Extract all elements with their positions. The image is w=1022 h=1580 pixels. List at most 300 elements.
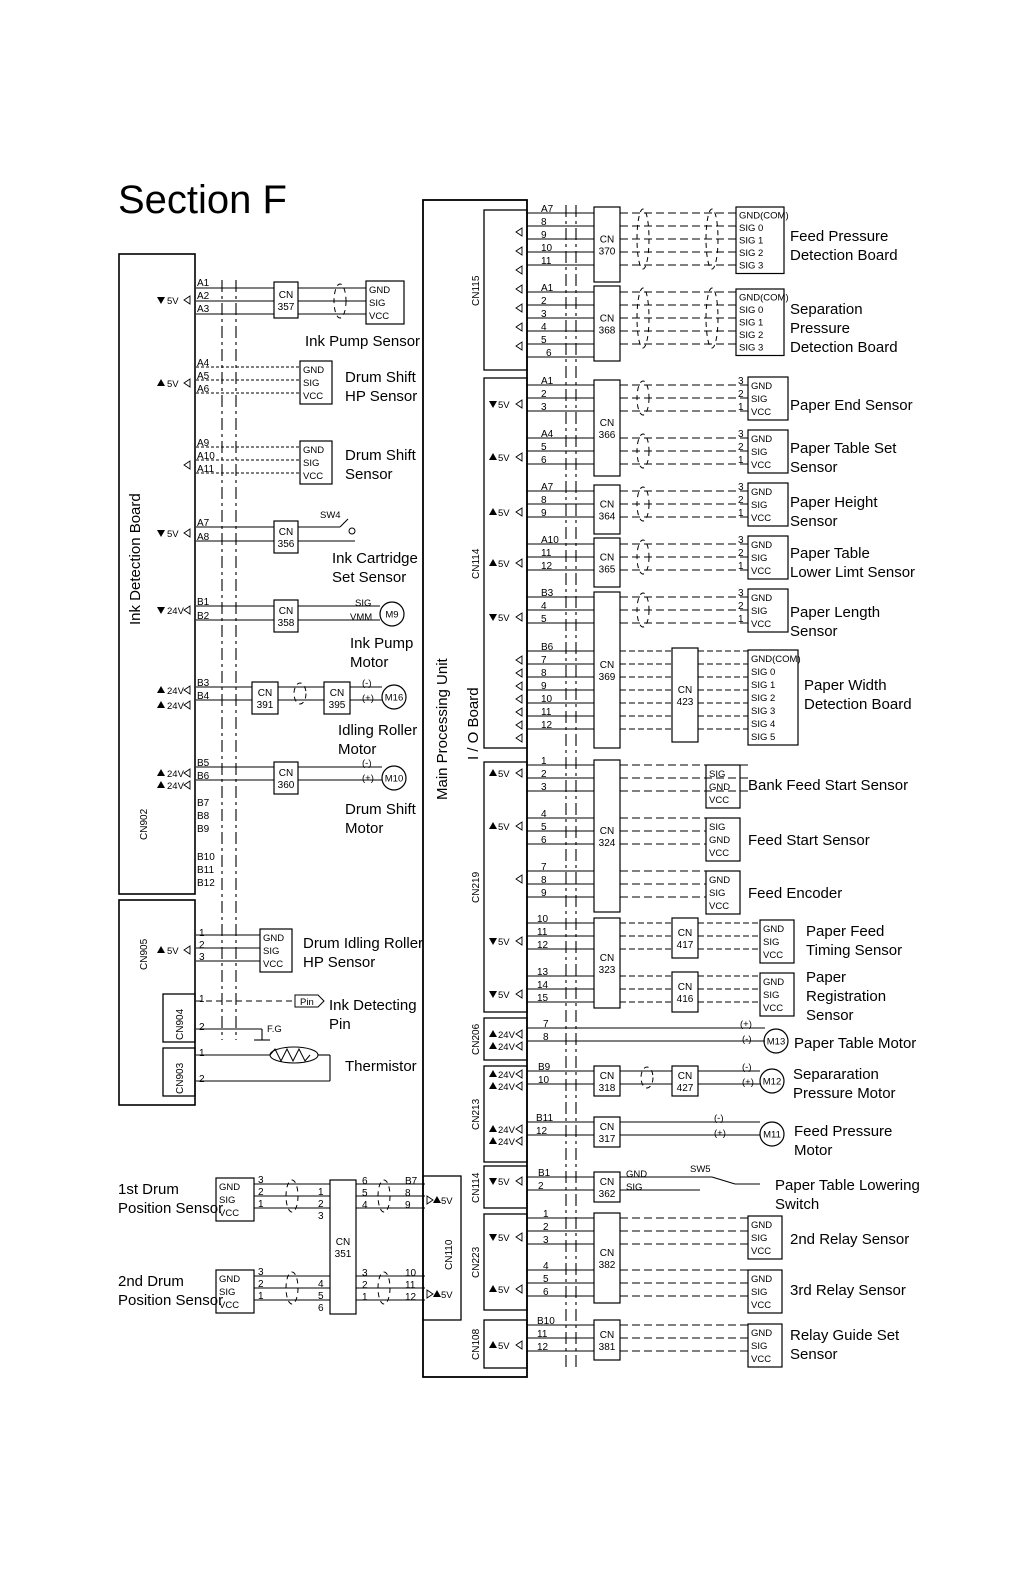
motor-label: M10 (384, 773, 404, 785)
pin-label: 8 (541, 668, 547, 679)
signal-name: VCC (763, 1003, 784, 1014)
signal-name: SIG 2 (751, 693, 776, 704)
pin-label: B6 (541, 642, 554, 653)
component-label: Motor (345, 820, 384, 837)
input-triangle-icon (516, 875, 522, 883)
io-connector-label: CN219 (471, 871, 482, 903)
thermistor-icon (270, 1049, 310, 1061)
pin-label: 12 (541, 720, 553, 731)
signal-name: VCC (751, 460, 772, 471)
connector-label: CN (599, 1248, 615, 1259)
component-label: Sensor (790, 623, 838, 640)
arrow-up-icon (157, 946, 165, 953)
pin-label: 1 (738, 508, 744, 519)
signal-name: SIG 0 (739, 223, 764, 234)
signal-name: GND (751, 434, 773, 445)
pin-label: 11 (537, 1329, 548, 1340)
signal-name: VCC (751, 619, 772, 630)
input-triangle-icon (516, 247, 522, 255)
pin-label: 7 (543, 1019, 549, 1030)
pin-label: 5 (541, 822, 547, 833)
component-label: Motor (794, 1142, 833, 1159)
signal-name: GND (303, 365, 325, 376)
motor-label: M16 (384, 692, 404, 704)
pin-label: B10 (197, 852, 215, 863)
connector-label: CN (278, 527, 294, 538)
input-triangle-icon (516, 285, 522, 293)
pin-label: B9 (197, 824, 210, 835)
signal-name: SIG (303, 378, 320, 389)
signal-name: SIG (751, 606, 768, 617)
signal-name: VCC (751, 1354, 772, 1365)
signal-name: SIG (751, 447, 768, 458)
pin-label: 4 (318, 1279, 324, 1290)
pin-label: B4 (197, 691, 210, 702)
signal-name: SIG 3 (751, 706, 776, 717)
pin-label: 4 (543, 1261, 549, 1272)
io-connector-box (484, 762, 527, 1012)
pin-label: B11 (197, 865, 215, 876)
signal-name: VCC (369, 311, 390, 322)
input-triangle-icon (516, 1030, 522, 1038)
component-label: Motor (350, 654, 389, 671)
component-label: Paper Table (790, 545, 870, 562)
component-label: Paper Table Lowering (775, 1177, 920, 1194)
pin-label: 1 (199, 994, 205, 1005)
pin-label: 2 (543, 1222, 549, 1233)
pin-label: 3 (738, 376, 744, 387)
input-triangle-icon (516, 1233, 522, 1241)
pin-label: 10 (541, 243, 553, 254)
pin-label: A7 (541, 204, 554, 215)
pin-label: 5 (541, 614, 547, 625)
signal-name: SIG 1 (739, 235, 764, 247)
signal-name: SIG (751, 1341, 768, 1352)
pin-label: A3 (197, 304, 210, 315)
output-triangle-icon (427, 1290, 433, 1298)
pin-label: 11 (541, 256, 552, 267)
signal-name: GND (751, 593, 773, 604)
pin-label: 5 (318, 1291, 324, 1302)
arrow-down-icon (157, 530, 165, 537)
pin-label: 7 (541, 862, 547, 873)
pin-label: 9 (405, 1200, 411, 1211)
power-label: 24V (167, 781, 184, 792)
connector-number: 362 (598, 1189, 616, 1200)
signal-name: VCC (709, 795, 730, 806)
ink-board-title: Ink Detection Board (127, 493, 144, 625)
input-triangle-icon (516, 1125, 522, 1133)
polarity-label: (-) (714, 1113, 724, 1124)
connector-number: 318 (598, 1083, 616, 1094)
pin-label: 10 (541, 694, 553, 705)
connector-number: 381 (598, 1342, 616, 1353)
connector-number: 416 (676, 994, 694, 1005)
signal-name: SIG (709, 769, 726, 780)
component-label: Feed Pressure (794, 1123, 893, 1140)
pin-label: 3 (543, 1235, 549, 1246)
component-label: Ink Pump (350, 635, 414, 652)
component-label: Sensor (790, 513, 838, 530)
component-label: Pressure Motor (793, 1085, 896, 1102)
connector-cn904: CN904 (175, 1008, 186, 1040)
pin-label: A10 (197, 451, 215, 462)
input-triangle-icon (516, 1042, 522, 1050)
connector-number: 317 (598, 1134, 616, 1145)
pin-label: 2 (541, 769, 547, 780)
connector-number: 369 (598, 672, 616, 683)
input-triangle-icon (516, 990, 522, 998)
pin-label: 2 (541, 389, 547, 400)
pin-label: 3 (738, 429, 744, 440)
signal-name: SIG (303, 458, 320, 469)
arrow-up-icon (433, 1196, 441, 1203)
signal-name: VCC (219, 1300, 240, 1311)
component-label: Paper End Sensor (790, 397, 913, 414)
pin-label: 3 (258, 1175, 264, 1186)
pin-label: B9 (538, 1062, 551, 1073)
thermistor-body (270, 1047, 318, 1063)
pin-label: B10 (537, 1316, 555, 1327)
input-triangle-icon (516, 453, 522, 461)
input-triangle-icon (516, 1341, 522, 1349)
pin-label: 1 (738, 561, 744, 572)
pin-label: 6 (543, 1287, 549, 1298)
connector-label: CN (278, 290, 294, 301)
pin-label: 1 (318, 1187, 324, 1198)
signal-name: GND (751, 381, 773, 392)
pin-label: 12 (541, 561, 553, 572)
connector-number: 365 (598, 564, 616, 576)
component-label: Detection Board (790, 339, 898, 356)
pin-label: 2 (199, 940, 205, 951)
power-label: 24V (498, 1082, 515, 1093)
connector-number: 395 (328, 700, 346, 711)
input-triangle-icon (516, 266, 522, 274)
pin-label: A1 (541, 376, 554, 387)
pin-label: 10 (405, 1268, 417, 1279)
arrow-down-icon (489, 401, 497, 408)
input-triangle-icon (184, 379, 190, 387)
component-label: Paper Feed (806, 923, 885, 940)
pin-label: 4 (541, 809, 547, 820)
switch-label: SW4 (320, 510, 341, 521)
signal-name: VCC (751, 566, 772, 577)
motor-label: M11 (763, 1129, 781, 1141)
connector-label: CN (599, 1071, 615, 1082)
pin-label: B5 (197, 758, 210, 769)
power-label: 5V (498, 769, 510, 780)
pin-label: 15 (537, 993, 549, 1004)
component-label: Feed Start Sensor (748, 832, 870, 849)
io-connector-label: CN206 (471, 1023, 482, 1055)
arrow-up-icon (157, 686, 165, 693)
pin-label: 2 (738, 389, 744, 400)
signal-name: SIG (763, 937, 780, 948)
signal-name: SIG (709, 888, 726, 899)
pin-label: 10 (538, 1075, 550, 1086)
pin-label: 11 (541, 548, 552, 559)
signal-name: GND (751, 1274, 773, 1285)
connector-label: CN (677, 928, 693, 939)
motor-label: M13 (766, 1036, 786, 1048)
pin-label: A11 (197, 464, 215, 475)
arrow-down-icon (489, 1234, 497, 1241)
component-label: 2nd Relay Sensor (790, 1231, 910, 1248)
arrow-up-icon (489, 1070, 497, 1077)
pin-label: 1 (541, 756, 547, 767)
pin-label: B7 (197, 798, 210, 809)
pin-label: 4 (362, 1200, 368, 1211)
input-triangle-icon (516, 508, 522, 516)
pin-label: 2 (258, 1279, 264, 1290)
arrow-up-icon (157, 781, 165, 788)
pin-label: 2 (258, 1187, 264, 1198)
pin-label: 2 (738, 495, 744, 506)
pin-label: 6 (541, 835, 547, 846)
input-triangle-icon (184, 781, 190, 789)
power-label: 5V (498, 613, 510, 624)
component-label: Pressure (790, 320, 851, 337)
input-triangle-icon (184, 606, 190, 614)
pin-label: 2 (738, 601, 744, 612)
switch-arm (712, 1177, 735, 1184)
power-label: 5V (441, 1196, 453, 1207)
pin-label: 2 (538, 1181, 544, 1192)
signal-name: SIG 2 (739, 248, 764, 259)
arrow-down-icon (489, 1178, 497, 1185)
pin-label: A1 (541, 283, 554, 294)
power-label: 5V (167, 529, 179, 540)
pin-label: 3 (738, 535, 744, 546)
io-connector-label: CN115 (471, 275, 482, 306)
power-label: 24V (498, 1137, 515, 1148)
connector-label: CN (278, 606, 294, 617)
pin-label: 5 (541, 335, 547, 346)
connector-label: CN (599, 1177, 615, 1188)
connector-number: 370 (598, 246, 616, 258)
pin-label: 12 (537, 1342, 549, 1353)
connector-label: CN (677, 1071, 693, 1082)
pin-label: 3 (738, 482, 744, 493)
connector-number: 427 (676, 1083, 694, 1094)
signal-name: VCC (263, 959, 284, 970)
pin-label: 1 (362, 1292, 368, 1303)
arrow-up-icon (489, 1042, 497, 1049)
drum-sensor-label: Position Sensor (118, 1292, 224, 1309)
power-label: 24V (167, 686, 184, 697)
connector-label: CN (599, 1122, 615, 1133)
pin-label: A9 (197, 438, 210, 449)
pin-label: A5 (197, 371, 210, 382)
input-triangle-icon (516, 769, 522, 777)
arrow-up-icon (433, 1290, 441, 1297)
power-label: 5V (498, 937, 510, 948)
component-label: Separation (790, 301, 863, 318)
signal-name: SIG (709, 822, 726, 833)
component-label: Bank Feed Start Sensor (748, 777, 909, 794)
pin-label: 12 (405, 1292, 417, 1303)
pin-label: 9 (541, 230, 547, 241)
pin-label: B11 (536, 1113, 554, 1124)
component-label: Timing Sensor (806, 942, 903, 959)
connector-cn902: CN902 (139, 808, 150, 840)
signal-name: VCC (751, 1246, 772, 1257)
arrow-down-icon (157, 607, 165, 614)
connector-number: 324 (598, 838, 616, 849)
pin-label: A1 (197, 278, 210, 289)
connector-label: CN (599, 660, 615, 671)
pin-label: B3 (197, 678, 210, 689)
arrow-up-icon (157, 769, 165, 776)
input-triangle-icon (184, 296, 190, 304)
signal-name: SIG (263, 946, 280, 957)
pin-label: 2 (362, 1280, 368, 1291)
signal-name: VCC (303, 391, 324, 402)
component-label: Sensor (806, 1007, 854, 1024)
io-connector-label: CN114 (471, 1172, 482, 1203)
signal-name: GND(COM) (739, 292, 789, 304)
pin-label: 1 (543, 1209, 549, 1220)
input-triangle-icon (516, 708, 522, 716)
signal-name: GND (369, 285, 391, 296)
pin-label: 4 (541, 601, 547, 612)
pin-label: 11 (405, 1280, 416, 1291)
polarity-label: (+) (742, 1077, 754, 1088)
component-label: Drum Shift (345, 801, 416, 818)
input-triangle-icon (184, 529, 190, 537)
motor-label: M12 (762, 1076, 782, 1088)
signal-name: SIG 4 (751, 719, 776, 730)
input-triangle-icon (184, 769, 190, 777)
pin-label: B7 (405, 1176, 418, 1187)
connector-label: CN (677, 685, 693, 696)
signal-name: SIG 3 (739, 260, 764, 272)
power-label: 5V (498, 1177, 510, 1188)
connector-label: CN (599, 953, 615, 964)
power-label: 5V (498, 400, 510, 411)
input-triangle-icon (184, 461, 190, 469)
component-label: Feed Pressure (790, 228, 889, 245)
input-triangle-icon (516, 400, 522, 408)
connector-label: CN (329, 688, 345, 699)
pin-label: 3 (318, 1211, 324, 1222)
connector-number: 360 (277, 780, 295, 791)
connector-number: 357 (277, 302, 295, 313)
signal-name: SIG 1 (739, 317, 764, 329)
connector-label: CN (257, 688, 273, 699)
connector-number: 382 (598, 1260, 616, 1271)
connector-number: 368 (598, 325, 616, 337)
pin-label: 3 (258, 1267, 264, 1278)
pin-label: 8 (405, 1188, 411, 1199)
signal-name: GND (751, 487, 773, 498)
input-triangle-icon (516, 1082, 522, 1090)
signal-name: VCC (751, 407, 772, 418)
section-title: Section F (118, 178, 287, 222)
power-label: 24V (167, 606, 184, 617)
arrow-up-icon (157, 701, 165, 708)
input-triangle-icon (516, 1070, 522, 1078)
power-label: 5V (167, 379, 179, 390)
power-label: 5V (498, 508, 510, 519)
connector-number: 391 (256, 700, 274, 711)
pin-label: 10 (537, 914, 549, 925)
signal-name: GND (751, 540, 773, 551)
io-connector-label: CN108 (471, 1328, 482, 1360)
connector-label: CN (599, 1330, 615, 1341)
input-triangle-icon (184, 946, 190, 954)
polarity-label: (-) (742, 1062, 752, 1073)
pin-label: 6 (541, 455, 547, 466)
pin-label: B12 (197, 878, 215, 889)
pin-label: 9 (541, 888, 547, 899)
power-label: 5V (167, 296, 179, 307)
power-label: 5V (498, 822, 510, 833)
signal-name: GND (709, 782, 731, 793)
signal-name: GND (219, 1274, 241, 1285)
signal-name: SIG (751, 394, 768, 405)
input-triangle-icon (516, 656, 522, 664)
power-label: 5V (498, 990, 510, 1001)
pin-label: 5 (541, 442, 547, 453)
connector-number: 358 (277, 618, 295, 629)
component-label: Idling Roller (338, 722, 418, 739)
input-triangle-icon (516, 669, 522, 677)
motor-label: M9 (385, 609, 399, 621)
input-triangle-icon (184, 701, 190, 709)
pin-label: 7 (541, 655, 547, 666)
signal-name: VCC (751, 513, 772, 524)
pin-label: 9 (541, 508, 547, 519)
connector-label: CN (278, 768, 294, 779)
input-triangle-icon (516, 323, 522, 331)
signal-name: SIG 3 (739, 342, 764, 354)
signal-name: VCC (751, 1300, 772, 1311)
component-label: Separaration (793, 1066, 879, 1083)
component-label: 3rd Relay Sensor (790, 1282, 906, 1299)
input-triangle-icon (516, 559, 522, 567)
polarity-label: (-) (362, 758, 372, 769)
pin-label: 3 (541, 402, 547, 413)
pin-label: B2 (197, 611, 210, 622)
signal-name: VCC (709, 848, 730, 859)
component-label: Pin (329, 1016, 351, 1033)
switch-arm (340, 519, 348, 527)
signal-name: GND (303, 445, 325, 456)
pin-label: 12 (537, 940, 549, 951)
pin-label: 8 (541, 495, 547, 506)
twisted-pair-loop (294, 683, 306, 704)
pin-label: 13 (537, 967, 549, 978)
power-label: 24V (167, 701, 184, 712)
component-label: Paper (806, 969, 847, 986)
input-triangle-icon (184, 686, 190, 694)
pin-label: 12 (536, 1126, 548, 1137)
arrow-up-icon (489, 1125, 497, 1132)
signal-name: GND (751, 1328, 773, 1339)
pin-label: A7 (197, 518, 210, 529)
input-triangle-icon (516, 1137, 522, 1145)
pin-label: 2 (738, 442, 744, 453)
twisted-pair-loop (641, 1067, 653, 1088)
signal-name: GND (219, 1182, 241, 1193)
drum-sensor-label: 2nd Drum (118, 1273, 184, 1290)
component-label: Registration (806, 988, 887, 1005)
arrow-up-icon (489, 1082, 497, 1089)
power-label: 24V (498, 1070, 515, 1081)
signal-name: SIG (751, 1287, 768, 1298)
